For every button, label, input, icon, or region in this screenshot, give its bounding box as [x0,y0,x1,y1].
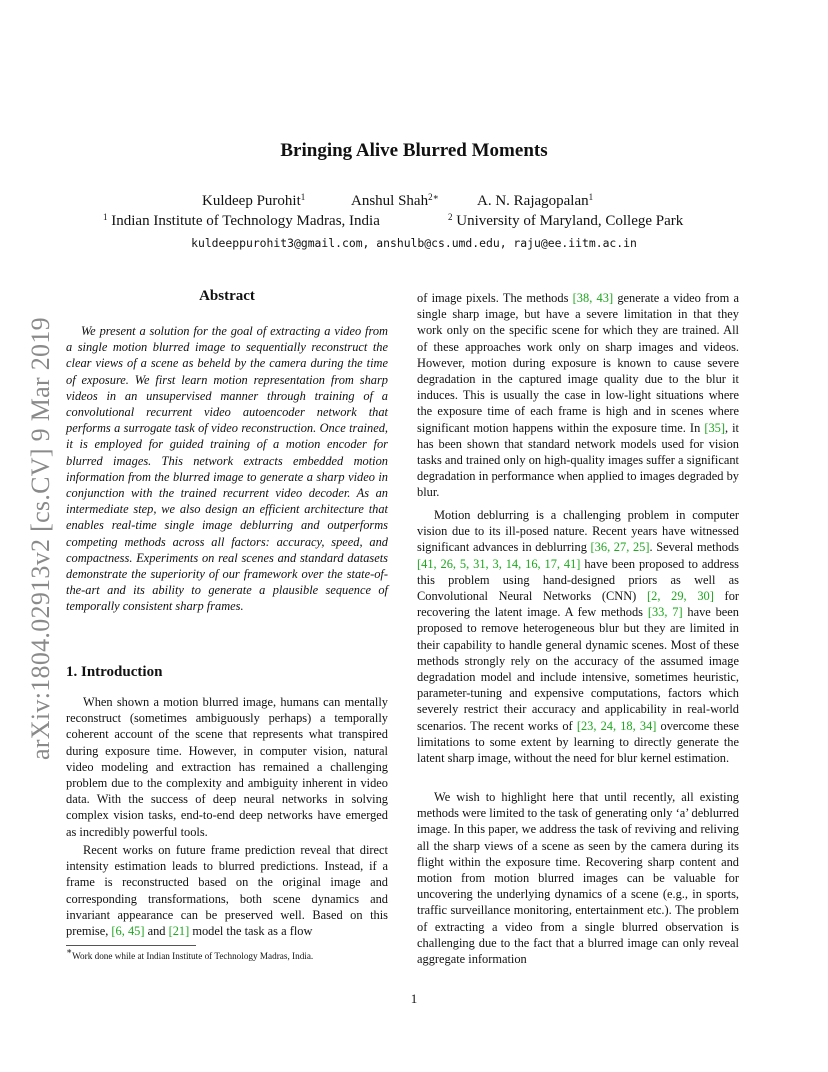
intro-paragraph-4: We wish to highlight here that until recently, all existing methods were limited to the task of generating only ‘a’ deblurred image. In this paper, we address the task of reviving and reliving all the sharp views of a scene as seen by the camera during its flight within the exposure time. Recovering sharp content and motion from motion blurred images can be valuable for uncovering the underlying dynamics of a scene (e.g., in sports, traffic surveillance monitoring, entertainment etc.). The problem of extracting a video from a single blurred observation is challenging due to the fact that a blurred image can only reveal aggregate information [417,790,739,967]
intro-paragraph-3 [417,507,739,766]
intro-paragraph-2-continued [417,290,739,501]
arxiv-id: arXiv:1804.02913v2 [cs.CV] 9 Mar 2019 [26,317,55,760]
citation-link[interactable]: [21] [168,924,190,939]
paragraph-text: of image pixels. The methods [417,291,573,305]
affiliation-name: Indian Institute of Technology Madras, India [111,213,380,229]
paragraph-text: Motion deblurring is a challenging problem in computer vision due to its ill-posed nature. Recent years have witnessed significant advances in deblurring [417,508,739,555]
citation-link[interactable]: [38, 43] [572,291,614,305]
paragraph-text: overcome these limitations to some extent by learning to directly generate the latent sharp image, without the need for blur kernel estimation. [417,718,739,766]
citation-link[interactable]: [33, 7] [647,605,683,620]
paragraph-text: Recent works on future frame prediction reveal that direct intensity estimation leads to blurred predictions. Instead, if a frame is reconstructed based on the original image and corresponding transformations, both scene dynamics and invariant appearance can be preserved well. Based on this premise, [66,843,388,939]
abstract-heading: Abstract [199,288,255,304]
affiliation [103,213,380,230]
section-heading-introduction: 1. Introduction [66,664,163,680]
intro-paragraph-2 [66,842,388,939]
footnote [66,946,388,961]
author-sup: 1 [588,192,594,202]
paragraph-text: for recovering the latent image. A few methods [417,589,740,620]
author-name: Kuldeep Purohit [202,193,301,209]
affiliation [448,213,683,230]
paragraph-text: have been proposed to address this problem using hand-designed priors as well as Convolutional Neural Networks (CNN) [417,556,739,604]
citation-link[interactable]: [23, 24, 18, 34] [576,718,657,733]
affiliation-sup: 1 [103,212,108,222]
paragraph-text: have been proposed to remove heterogeneous blur but they are limited in their capability to handle general dynamic scenes. Most of these methods strongly rely on the accuracy of the assumed image degradation model and include intensive, sometimes heuristic, parameter-tuning and expensive computations, factors which severely restrict their accuracy and applicability in real-world scenarios. The recent works of [417,605,739,733]
footnote-text: Work done while at Indian Institute of Technology Madras, India. [72,951,314,961]
author-sup: 1 [300,192,306,202]
affiliation-sup: 2 [448,212,453,222]
author-name: Anshul Shah [351,193,429,209]
paper-title: Bringing Alive Blurred Moments [280,140,548,161]
arxiv-stamp [22,290,55,770]
footnote-mark: ∗ [66,946,73,956]
paragraph-text: and [144,924,169,939]
author [202,193,305,210]
affiliation-name: University of Maryland, College Park [456,213,684,229]
citation-link[interactable]: [35] [704,420,725,435]
author-name: A. N. Rajagopalan [477,193,589,209]
abstract-text: We present a solution for the goal of extracting a video from a single motion blurred image to sequentially reconstruct the clear views of a scene as beheld by the camera during the time of exposure. We first learn motion representation from sharp videos in an unsupervised manner through training of a convolutional recurrent video autoencoder network that performs a surrogate task of video reconstruction. Once trained, it is employed for guided training of a motion encoder for blurred images. This network extracts embedded motion information from the blurred image to generate a sharp video in conjunction with the trained recurrent video decoder. As an intermediate step, we also design an efficient architecture that enables real-time single image deblurring and outperforms competing methods across all factors: accuracy, speed, and compactness. Experiments on real scenes and standard datasets demonstrate the superiority of our framework over the state-of-the-art and its ability to generate a plausible sequence of temporally consistent sharp frames. [66,324,388,614]
paragraph-text: . Several methods [649,540,739,555]
author-sup: 2∗ [428,192,439,202]
page-number: 1 [410,991,418,1006]
paragraph-text: , it has been shown that standard network models used for vision tasks and trained only on high-quality images suffer a significant degradation in performance when applied to images degraded by blur. [417,420,739,500]
paragraph-text: generate a video from a single sharp image, but have a severe limitation in that they work only on the specific scene for which they are trained. All of these approaches work only on sharp images and videos. However, motion during exposure is known to cause severe degradation in the captured image quality due to the blur it induces. This is usually the case in low-light situations where the exposure time of each frame is high and in scenes where significant motion happens within the exposure time. In [417,291,739,435]
author [477,193,593,210]
citation-link[interactable]: [2, 29, 30] [647,589,714,604]
footnote-rule [66,945,196,946]
citation-link[interactable]: [36, 27, 25] [590,540,650,555]
intro-paragraph-1: When shown a motion blurred image, humans can mentally reconstruct (sometimes ambiguously perhaps) a temporally coherent account of the scene that represents what transpired during exposure time. However, in computer vision, natural video modeling and extraction has remained a challenging problem due to the complexity and ambiguity inherent in video data. With the success of deep neural networks in solving complex vision tasks, end-to-end deep networks have emerged as incredibly powerful tools. [66,695,388,839]
paragraph-text: model the task as a flow [189,924,313,939]
citation-link[interactable]: [41, 26, 5, 31, 3, 14, 16, 17, 41] [417,556,581,571]
author-emails: kuldeeppurohit3@gmail.com, anshulb@cs.umd.edu, raju@ee.iitm.ac.in [191,236,637,250]
author [351,193,439,210]
citation-link[interactable]: [6, 45] [111,924,145,939]
